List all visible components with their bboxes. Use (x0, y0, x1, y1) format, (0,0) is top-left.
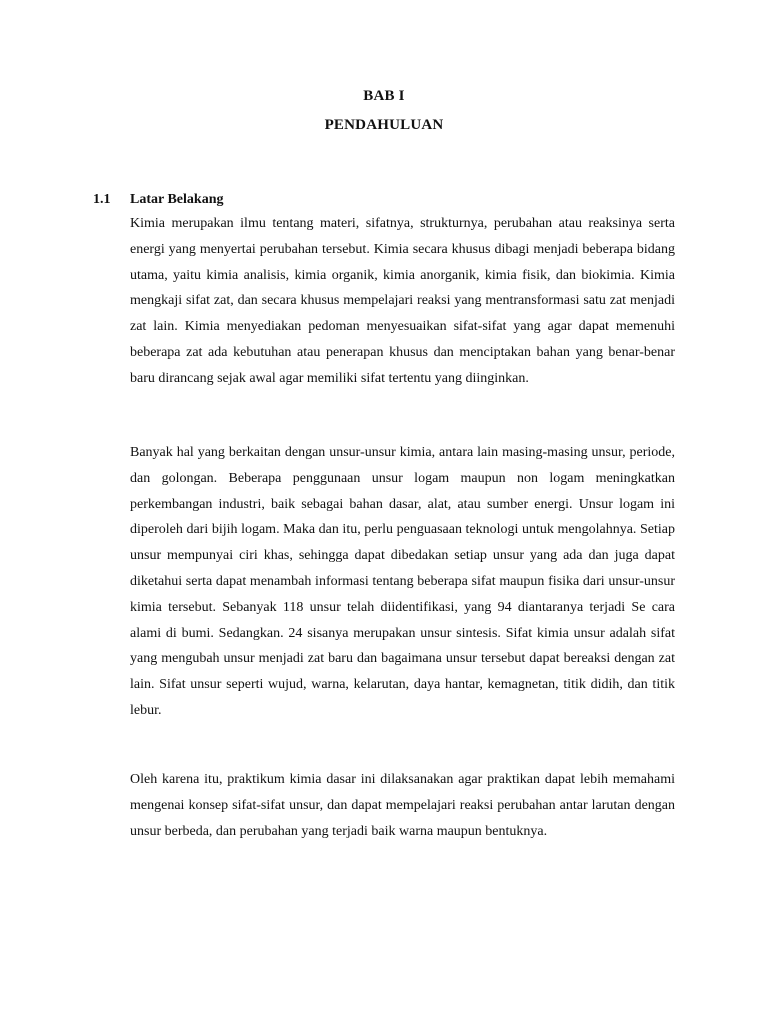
paragraph: Banyak hal yang berkaitan dengan unsur-unsur kimia, antara lain masing-masing unsur, periode, dan golongan. Beberapa penggunaan unsur logam maupun non logam meningkatkan perkembangan industri, baik sebagai bahan dasar, alat, atau sumber energi. Unsur logam ini diperoleh dari bijih logam. Maka dan itu, perlu penguasaan teknologi untuk mengolahnya. Setiap unsur mempunyai ciri khas, sehingga dapat dibedakan setiap unsur yang ada dan juga dapat diketahui serta dapat menambah informasi tentang beberapa sifat maupun fisika dari unsur-unsur kimia tersebut. Sebanyak 118 unsur telah diidentifikasi, yang 94 diantaranya terjadi Se cara alami di bumi. Sedangkan. 24 sisanya merupakan unsur sintesis. Sifat kimia unsur adalah sifat yang mengubah unsur menjadi zat baru dan bagaimana unsur tersebut dapat bereaksi dengan zat lain. Sifat unsur seperti wujud, warna, kelarutan, daya hantar, kemagnetan, titik didih, dan titik lebur. (130, 445, 675, 718)
chapter-title: PENDAHULUAN (324, 117, 444, 133)
paragraph: Oleh karena itu, praktikum kimia dasar ini dilaksanakan agar praktikan dapat lebih memahami mengenai konsep sifat-sifat unsur, dan dapat mempelajari reaksi perubahan antar larutan dengan unsur berbeda, dan perubahan yang terjadi baik warna maupun bentuknya. (130, 772, 675, 839)
section-heading (93, 192, 223, 208)
chapter-number: BAB I (363, 88, 405, 104)
section-number: 1.1 (93, 192, 111, 207)
paragraph: Kimia merupakan ilmu tentang materi, sifatnya, strukturnya, perubahan atau reaksinya serta energi yang menyertai perubahan tersebut. Kimia secara khusus dibagi menjadi beberapa bidang utama, yaitu kimia analisis, kimia organik, kimia anorganik, kimia fisik, dan biokimia. Kimia mengkaji sifat zat, dan secara khusus mempelajari reaksi yang mentransformasi satu zat menjadi zat lain. Kimia menyediakan pedoman menyesuaikan sifat-sifat yang agar dapat memenuhi beberapa zat ada kebutuhan atau penerapan khusus dan menciptakan bahan yang benar-benar baru dirancang sejak awal agar memiliki sifat tertentu yang diinginkan. (130, 216, 675, 386)
section-title: Latar Belakang (130, 192, 224, 207)
